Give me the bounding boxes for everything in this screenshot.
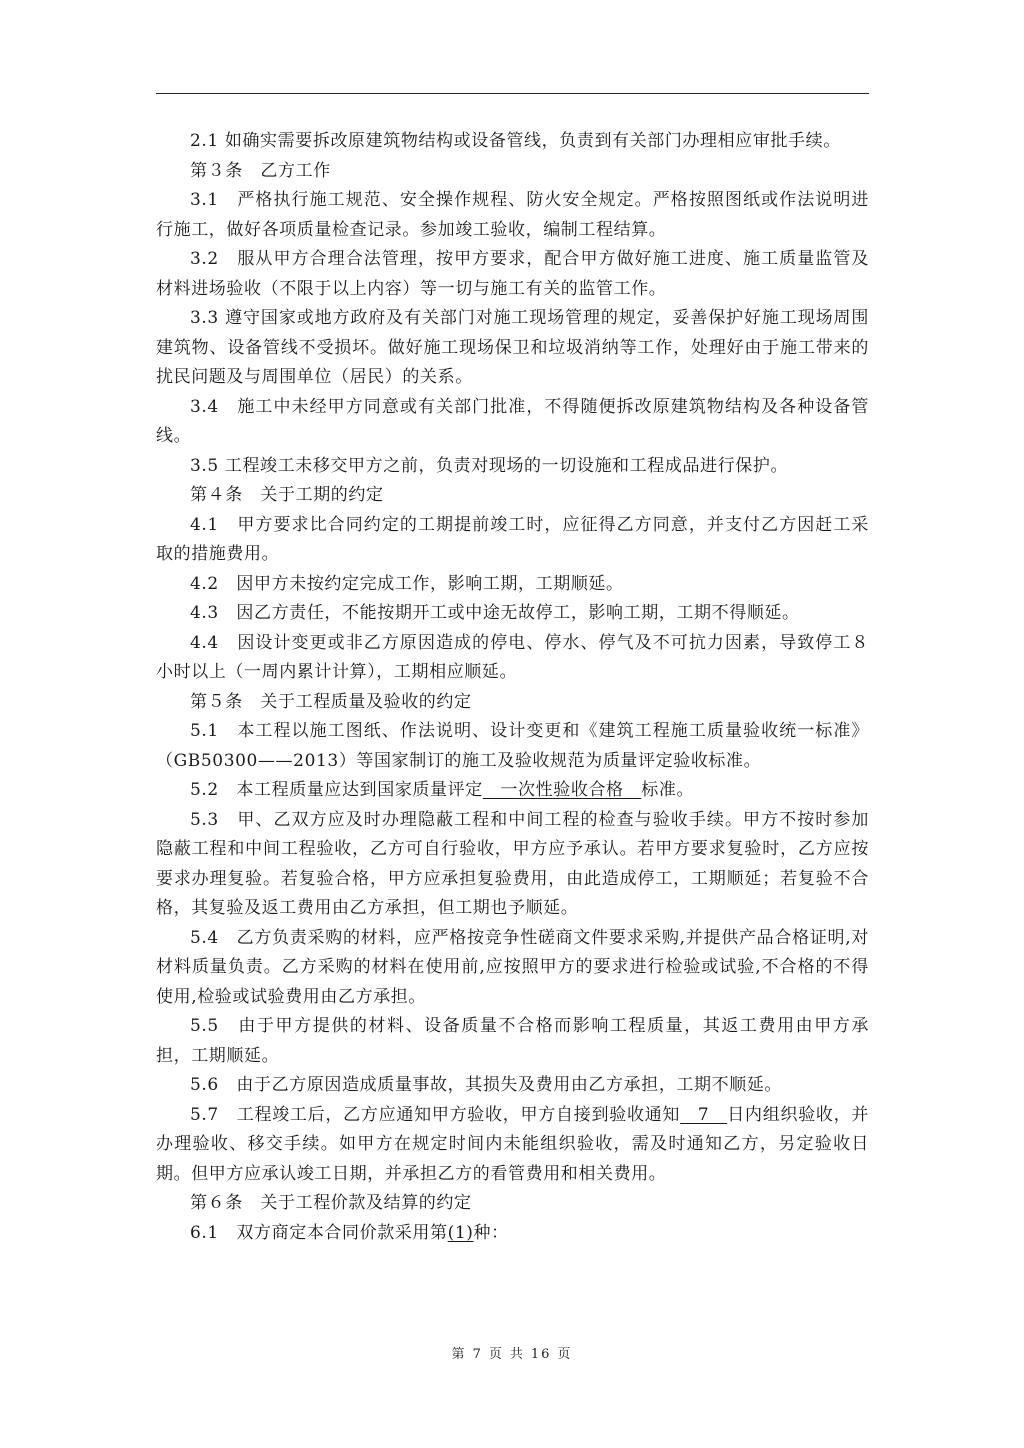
clause-3-1: 3.1 严格执行施工规范、安全操作规程、防火安全规定。严格按照图纸或作法说明进行施工，做好各项质量检查记录。参加竣工验收，编制工程结算。 [156,190,869,240]
acceptance-days-blank: 7 [680,1104,728,1125]
clause-5-5: 5.5 由于甲方提供的材料、设备质量不合格而影响工程质量，其返工费用由甲方承担，工期顺延。 [156,1016,869,1066]
clause-3-4: 3.4 施工中未经甲方同意或有关部门批准，不得随便拆改原建筑物结构及各种设备管线。 [156,396,869,446]
clause-4-4: 4.4 因设计变更或非乙方原因造成的停电、停水、停气及不可抗力因素，导致停工８小时以上（一周内累计计算），工期相应顺延。 [156,632,869,682]
clause-3-5: 3.5 工程竣工未移交甲方之前，负责对现场的一切设施和工程成品进行保护。 [190,455,789,476]
clause-6-1-text: 6.1 双方商定本合同价款采用第 [190,1222,448,1243]
footer-di: 第 [451,1347,467,1362]
header-rule [156,93,869,94]
clause-3-2: 3.2 服从甲方合理合法管理，按甲方要求，配合甲方做好施工进度、施工质量监管及材料进场验收（不限于以上内容）等一切与施工有关的监管工作。 [156,249,869,299]
article-6-heading: 第６条 关于工程价款及结算的约定 [190,1193,472,1213]
quality-standard-blank: 一次性验收合格 [482,780,642,800]
clause-5-7-tail: 日内组织验收，并办理验收、移交手续。如甲方在规定时间内未能组织验收，需及时通知乙方，另定验收日期。但甲方应承认竣工日期，并承担乙方的看管费用和相关费用。 [156,1104,870,1184]
footer-ye-2: 页 [557,1347,573,1362]
clause-6-1-tail: 种： [473,1222,509,1243]
clause-4-2: 4.2 因甲方未按约定完成工作，影响工期，工期顺延。 [190,573,624,594]
article-4-heading: 第４条 关于工期的约定 [190,485,384,505]
clause-5-7 [156,1101,869,1190]
page-footer [0,1343,1024,1362]
article-5-heading: 第５条 关于工程质量及验收的约定 [190,691,472,712]
footer-ye: 页 [488,1347,504,1362]
article-3-heading: 第３条 乙方工作 [190,160,331,181]
contract-body [156,127,869,1248]
clause-5-2-tail: 标准。 [641,780,695,800]
clause-5-2-text: 5.2 本工程质量应达到国家质量评定 [190,780,483,800]
footer-total-pages: 16 [530,1347,552,1362]
clause-6-1 [156,1219,869,1249]
clause-5-6: 5.6 由于乙方原因造成质量事故，其损失及费用由乙方承担，工期不顺延。 [190,1075,783,1095]
footer-gong: 共 [509,1347,525,1362]
price-method-blank: (1) [447,1222,474,1243]
clause-3-3: 3.3 遵守国家或地方政府及有关部门对施工现场管理的规定，妥善保护好施工现场周围建筑物、设备管线不受损坏。做好施工现场保卫和垃圾消纳等工作，处理好由于施工带来的扰民问题及与周围单位（居民）的关系。 [156,308,869,387]
clause-5-7-text: 5.7 工程竣工后，乙方应通知甲方验收，甲方自接到验收通知 [190,1104,681,1125]
clause-5-1: 5.1 本工程以施工图纸、作法说明、设计变更和《建筑工程施工质量验收统一标准》（GB50300——2013）等国家制订的施工及验收规范为质量评定验收标准。 [156,721,869,771]
clause-4-3: 4.3 因乙方责任，不能按期开工或中途无故停工，影响工期，工期不得顺延。 [190,603,800,623]
clause-2-1: 2.1 如确实需要拆改原建筑物结构或设备管线，负责到有关部门办理相应审批手续。 [190,131,841,151]
clause-5-3: 5.3 甲、乙双方应及时办理隐蔽工程和中间工程的检查与验收手续。甲方不按时参加隐蔽工程和中间工程验收，乙方可自行验收，甲方应予承认。若甲方要求复验时，乙方应按要求办理复验。若复验合格，甲方应承担复验费用，由此造成停工，工期顺延；若复验不合格，其复验及返工费用由乙方承担，但工期也予顺延。 [156,809,869,918]
footer-current-page: 7 [472,1347,483,1362]
clause-5-2 [156,776,869,806]
clause-4-1: 4.1 甲方要求比合同约定的工期提前竣工时，应征得乙方同意，并支付乙方因赶工采取的措施费用。 [156,514,869,564]
clause-5-4: 5.4 乙方负责采购的材料，应严格按竞争性磋商文件要求采购,并提供产品合格证明,对材料质量负责。乙方采购的材料在使用前,应按照甲方的要求进行检验或试验,不合格的不得使用,检验或试验费用由乙方承担。 [156,927,869,1007]
